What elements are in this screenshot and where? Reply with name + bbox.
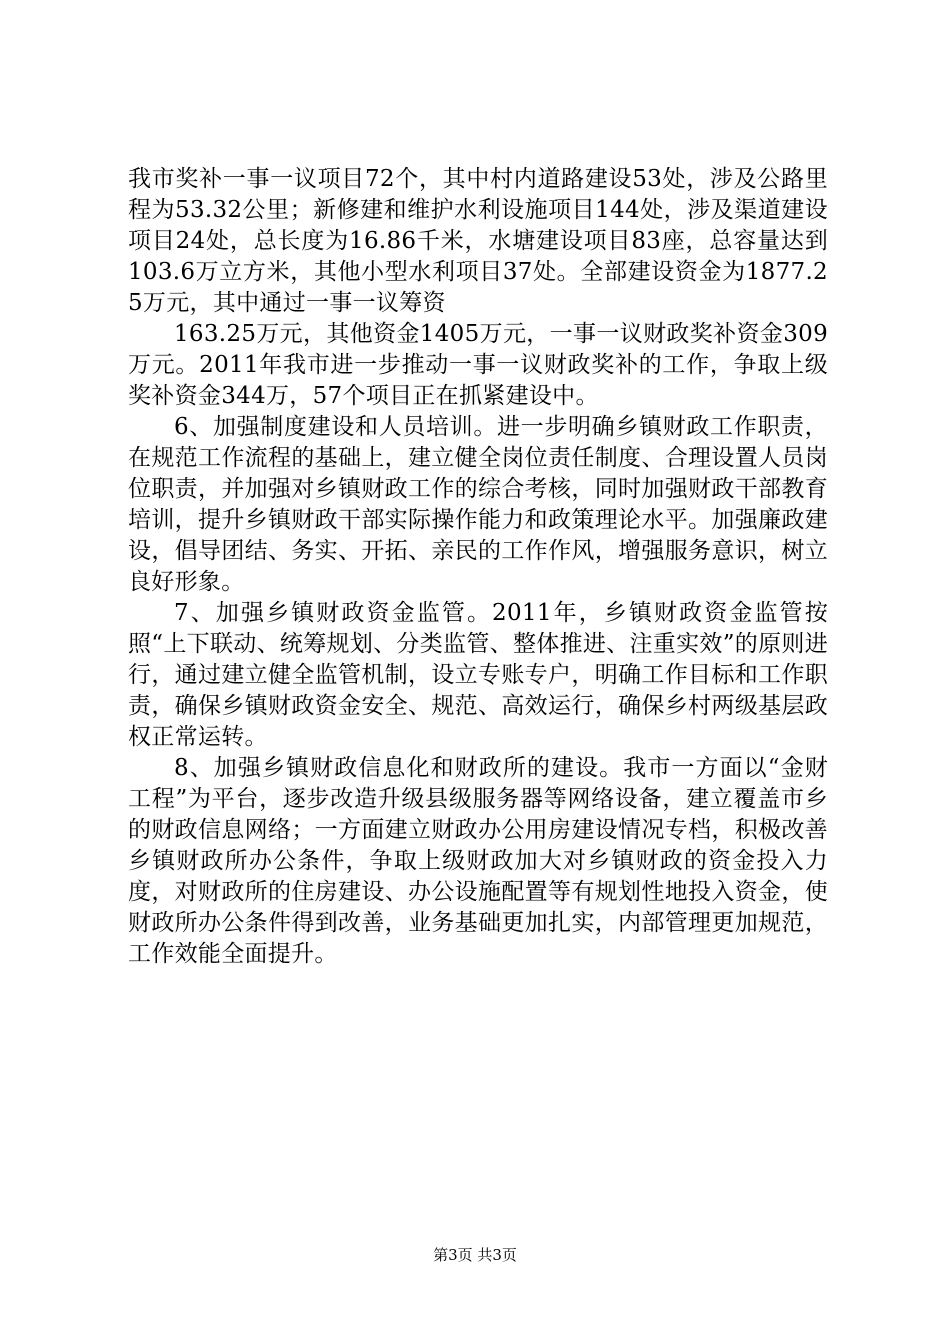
paragraph-item-7: 7、加强乡镇财政资金监管。2011年，乡镇财政资金监管按照“上下联动、统筹规划、分类监管、整体推进、注重实效”的原则进行，通过建立健全监管机制，设立专账专户，明确工作目标和工作职责，确保乡镇财政资金安全、规范、高效运行，确保乡村两级基层政权正常运转。 [128,600,828,750]
page-footer: 第3页 共3页 [433,1246,517,1264]
paragraph-project-stats: 我市奖补一事一议项目72个，其中村内道路建设53处，涉及公路里程为53.32公里；新修建和维护水利设施项目144处，涉及渠道建设项目24处，总长度为16.86千米，水塘建设项目83座，总容量达到103.6万立方米，其他小型水利项目37处。全部建设资金为1877.25万元，其中通过一事一议筹资 [128,166,828,316]
paragraph-item-6: 6、加强制度建设和人员培训。进一步明确乡镇财政工作职责，在规范工作流程的基础上，建立健全岗位责任制度、合理设置人员岗位职责，并加强对乡镇财政工作的综合考核，同时加强财政干部教育培训，提升乡镇财政干部实际操作能力和政策理论水平。加强廉政建设，倡导团结、务实、开拓、亲民的工作作风，增强服务意识，树立良好形象。 [128,414,828,595]
paragraph-item-8: 8、加强乡镇财政信息化和财政所的建设。我市一方面以“金财工程”为平台，逐步改造升级县级服务器等网络设备，建立覆盖市乡的财政信息网络；一方面建立财政办公用房建设情况专档，积极改善乡镇财政所办公条件，争取上级财政加大对乡镇财政的资金投入力度，对财政所的住房建设、办公设施配置等有规划性地投入资金，使财政所办公条件得到改善，业务基础更加扎实，内部管理更加规范，工作效能全面提升。 [128,755,828,967]
paragraph-funding: 163.25万元，其他资金1405万元，一事一议财政奖补资金309万元。2011年我市进一步推动一事一议财政奖补的工作，争取上级奖补资金344万，57个项目正在抓紧建设中。 [128,321,828,409]
document-body [128,164,828,970]
